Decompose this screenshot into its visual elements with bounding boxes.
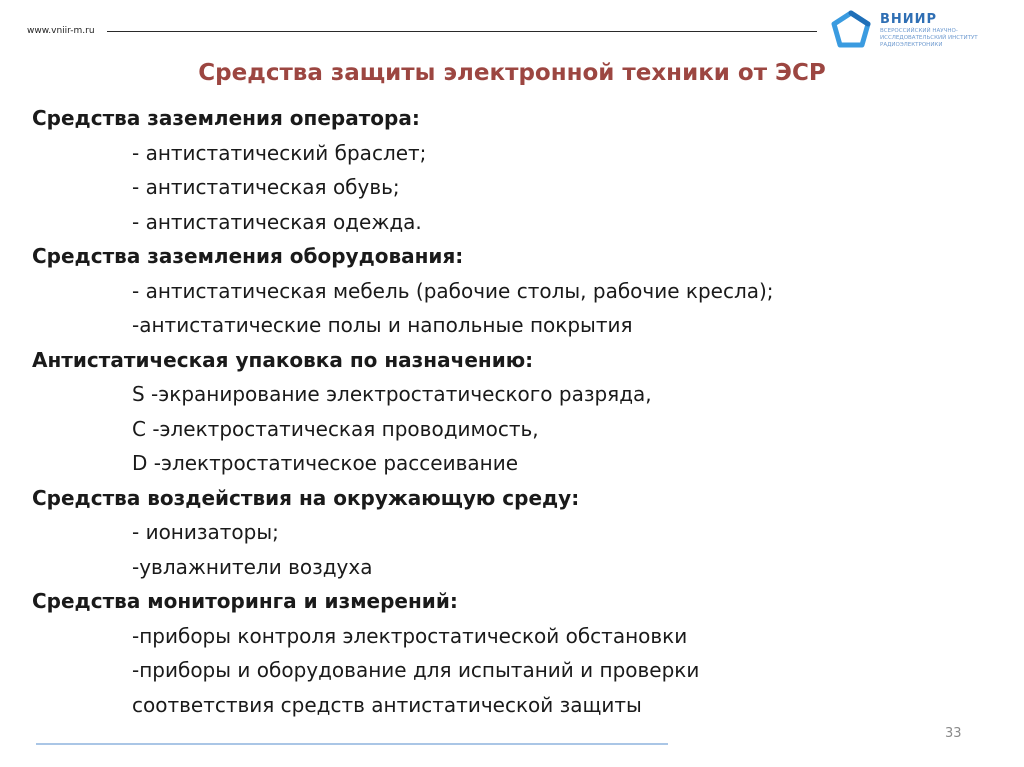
section-heading-antistatic-packaging: Антистатическая упаковка по назначению: <box>32 347 534 372</box>
logo-pentagon-icon <box>828 9 874 51</box>
section-heading-equipment-grounding: Средства заземления оборудования: <box>32 244 464 268</box>
list-item: -увлажнители воздуха <box>132 554 373 579</box>
list-item: соответствия средств антистатической защиты <box>132 692 642 717</box>
list-item: C -электростатическая проводимость, <box>132 416 539 441</box>
section-heading-environment: Средства воздействия на окружающую среду: <box>32 485 580 510</box>
list-item: -приборы и оборудование для испытаний и проверки <box>132 658 700 682</box>
list-item: - антистатическая мебель (рабочие столы, рабочие кресла); <box>132 278 774 303</box>
header-divider <box>107 31 817 32</box>
section-heading-monitoring: Средства мониторинга и измерений: <box>32 589 458 613</box>
slide-content <box>32 101 992 722</box>
list-item: S -экранирование электростатического разряда, <box>132 382 652 406</box>
list-item: - ионизаторы; <box>132 520 279 544</box>
list-item: - антистатическая одежда. <box>132 209 422 234</box>
logo-subtitle: ВСЕРОССИЙСКИЙ НАУЧНО-ИССЛЕДОВАТЕЛЬСКИЙ ИНСТИТУТ РАДИОЭЛЕКТРОНИКИ <box>880 28 978 48</box>
footer-divider <box>36 743 668 745</box>
logo-name: ВНИИР <box>880 12 938 27</box>
list-item: -антистатические полы и напольные покрытия <box>132 313 633 337</box>
list-item: - антистатический браслет; <box>132 140 427 165</box>
site-url[interactable]: www.vniir-m.ru <box>27 26 95 36</box>
vniir-logo <box>828 9 1018 49</box>
slide-title: Средства защиты электронной техники от ЭСР <box>198 60 826 86</box>
list-item: -приборы контроля электростатической обстановки <box>132 623 688 648</box>
section-heading-operator-grounding: Средства заземления оператора: <box>32 106 420 130</box>
list-item: D -электростатическое рассеивание <box>132 451 519 475</box>
page-number: 33 <box>945 726 962 741</box>
list-item: - антистатическая обувь; <box>132 175 400 199</box>
